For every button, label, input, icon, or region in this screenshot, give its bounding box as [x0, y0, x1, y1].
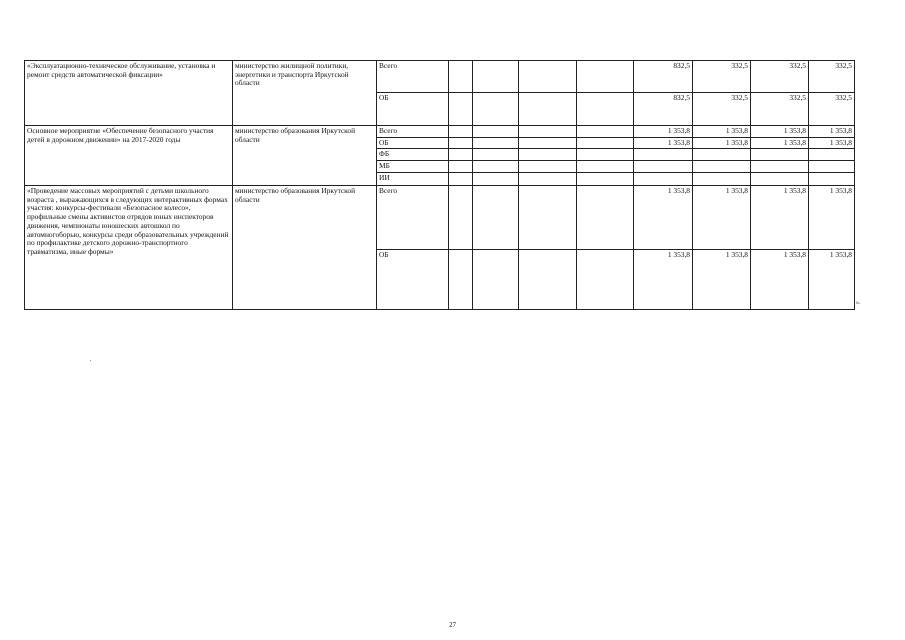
empty-cell: [473, 249, 519, 309]
empty-cell: [519, 172, 577, 185]
source-cell: МБ: [377, 161, 449, 173]
value-cell: 1 353,8: [751, 137, 809, 149]
value-cell: [634, 149, 693, 161]
source-cell: ФБ: [377, 149, 449, 161]
value-cell: 332,5: [751, 61, 809, 93]
empty-cell: [519, 126, 577, 138]
value-cell: 1 353,8: [809, 126, 855, 138]
table-row: [25, 185, 855, 249]
empty-cell: [577, 93, 634, 126]
empty-cell: [577, 126, 634, 138]
empty-cell: [449, 161, 473, 173]
source-cell: Всего: [377, 61, 449, 93]
value-cell: [634, 161, 693, 173]
empty-cell: [449, 137, 473, 149]
empty-cell: [449, 93, 473, 126]
value-cell: 332,5: [693, 61, 751, 93]
empty-cell: [449, 149, 473, 161]
source-cell: Всего: [377, 185, 449, 249]
value-cell: 1 353,8: [693, 137, 751, 149]
value-cell: 332,5: [809, 93, 855, 126]
scan-speck: [90, 360, 91, 361]
source-cell: Всего: [377, 126, 449, 138]
empty-cell: [577, 61, 634, 93]
empty-cell: [473, 149, 519, 161]
value-cell: 1 353,8: [809, 185, 855, 249]
value-cell: 1 353,8: [634, 126, 693, 138]
empty-cell: [577, 137, 634, 149]
empty-cell: [519, 61, 577, 93]
empty-cell: [473, 137, 519, 149]
empty-cell: [519, 185, 577, 249]
executor-cell: министерство жилищной политики, энергетики и транспорта Иркутской области: [233, 61, 377, 126]
value-cell: 832,5: [634, 93, 693, 126]
table-row: [25, 126, 855, 138]
value-cell: 1 353,8: [634, 185, 693, 249]
event-name-cell: «Проведение массовых мероприятий с детьми школьного возраста , выражающихся в следующих интерактивных формах участия: конкурсы-фестивали «Безопасное колесо», профильные смены активистов отрядов юных инспекторов движения, чемпионаты юношеских автошкол по автомногоборью, конкурсы среди образовательных учреждений по профилактике детского дорожно-транспортного травматизма, иные формы»: [25, 185, 233, 309]
value-cell: [751, 149, 809, 161]
event-name-cell: Основное мероприятие «Обеспечение безопасного участия детей в дорожном движении» на 2017-2020 годы: [25, 126, 233, 186]
value-cell: [809, 172, 855, 185]
empty-cell: [473, 161, 519, 173]
empty-cell: [577, 185, 634, 249]
empty-cell: [449, 172, 473, 185]
value-cell: 332,5: [809, 61, 855, 93]
value-cell: 1 353,8: [693, 249, 751, 309]
source-cell: ОБ: [377, 93, 449, 126]
empty-cell: [449, 126, 473, 138]
value-cell: [809, 149, 855, 161]
empty-cell: [473, 172, 519, 185]
empty-cell: [473, 185, 519, 249]
value-cell: 1 353,8: [693, 126, 751, 138]
page-number: 27: [449, 621, 456, 629]
empty-cell: [519, 161, 577, 173]
empty-cell: [473, 93, 519, 126]
empty-cell: [519, 137, 577, 149]
closing-quote-mark: ».: [856, 300, 861, 306]
empty-cell: [577, 149, 634, 161]
value-cell: [751, 172, 809, 185]
empty-cell: [449, 249, 473, 309]
value-cell: [751, 161, 809, 173]
value-cell: [634, 172, 693, 185]
executor-cell: министерство образования Иркутской области: [233, 185, 377, 309]
value-cell: 1 353,8: [634, 249, 693, 309]
value-cell: 1 353,8: [751, 249, 809, 309]
empty-cell: [577, 249, 634, 309]
value-cell: 1 353,8: [693, 185, 751, 249]
empty-cell: [577, 161, 634, 173]
value-cell: [693, 149, 751, 161]
table-row: [25, 61, 855, 93]
executor-cell: министерство образования Иркутской области: [233, 126, 377, 186]
empty-cell: [449, 61, 473, 93]
program-table: [24, 60, 855, 310]
empty-cell: [519, 149, 577, 161]
source-cell: ОБ: [377, 137, 449, 149]
value-cell: 1 353,8: [751, 185, 809, 249]
source-cell: ОБ: [377, 249, 449, 309]
empty-cell: [519, 249, 577, 309]
empty-cell: [577, 172, 634, 185]
value-cell: 1 353,8: [634, 137, 693, 149]
value-cell: 1 353,8: [809, 137, 855, 149]
empty-cell: [449, 185, 473, 249]
value-cell: [693, 161, 751, 173]
empty-cell: [473, 61, 519, 93]
value-cell: 332,5: [693, 93, 751, 126]
value-cell: 832,5: [634, 61, 693, 93]
value-cell: 1 353,8: [751, 126, 809, 138]
empty-cell: [519, 93, 577, 126]
value-cell: [693, 172, 751, 185]
value-cell: 1 353,8: [809, 249, 855, 309]
value-cell: 332,5: [751, 93, 809, 126]
value-cell: [809, 161, 855, 173]
empty-cell: [473, 126, 519, 138]
event-name-cell: «Эксплуатационно-техническое обслуживание, установка и ремонт средств автоматической фиксации»: [25, 61, 233, 126]
source-cell: ИИ: [377, 172, 449, 185]
